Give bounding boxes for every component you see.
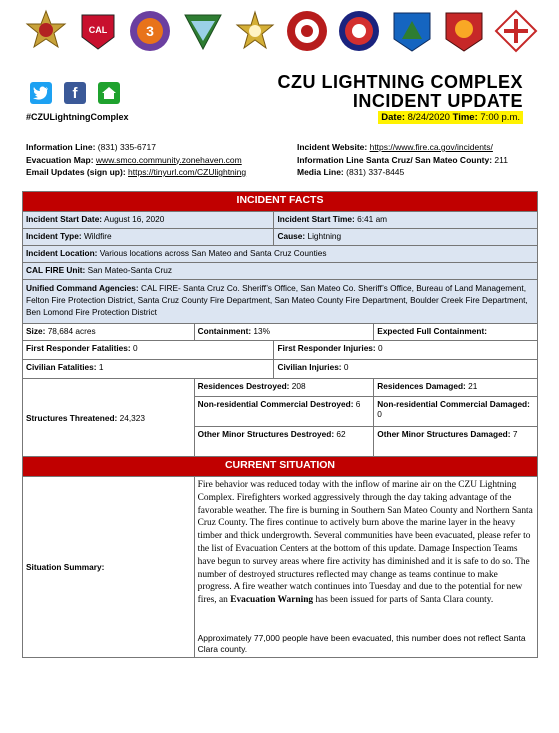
contact-info-right: Incident Website: https://www.fire.ca.gov/incidents/ Information Line Santa Cruz/ San Mateo County: 211 Media Line: (831) 337-8445 — [297, 142, 508, 177]
twitter-icon[interactable] — [30, 82, 52, 104]
blm-logo-icon — [181, 9, 225, 53]
svg-text:3: 3 — [146, 23, 155, 39]
agency-logos — [24, 6, 538, 56]
containment-cell: Containment: 13% — [194, 324, 374, 341]
minor-destroyed-cell: Other Minor Structures Destroyed: 62 — [194, 427, 374, 457]
info-line-211: 211 — [494, 154, 508, 165]
incident-facts-table — [22, 191, 538, 658]
fire-district-patch-icon — [442, 9, 486, 53]
hashtag: #CZULightningComplex — [26, 112, 129, 122]
evacuation-map-link[interactable]: www.smco.community.zonehaven.com — [95, 154, 242, 165]
email-signup-link[interactable]: https://tinyurl.com/CZUlightning — [128, 167, 247, 177]
county-seal-3-icon — [128, 9, 172, 53]
ben-lomond-fire-icon — [390, 9, 434, 53]
home-icon[interactable] — [98, 82, 120, 104]
residences-destroyed-cell: Residences Destroyed: 208 — [194, 379, 374, 397]
incident-website-link[interactable]: https://www.fire.ca.gov/incidents/ — [369, 142, 493, 152]
civilian-injuries-cell: Civilian Injuries: 0 — [274, 360, 538, 379]
media-line-phone: (831) 337-8445 — [346, 167, 405, 177]
residences-damaged-cell: Residences Damaged: 21 — [374, 379, 538, 397]
info-line-phone: (831) 335-6717 — [97, 142, 156, 152]
nonres-damaged-cell: Non-residential Commercial Damaged: 0 — [374, 397, 538, 427]
fire-district-seal-icon — [285, 9, 329, 53]
incident-facts-header: INCIDENT FACTS — [23, 192, 538, 212]
unified-command-cell: Unified Command Agencies: CAL FIRE- Santa Cruz Co. Sheriff’s Office, San Mateo Co. Sheriff’s Office, Bureau of Land Management, Felton Fire Protection District, Santa Cruz County Fire Department, San Mateo County Fire Department, Boulder Creek Fire Department, Ben Lomond Fire Protection District — [23, 280, 538, 324]
svg-text:CAL: CAL — [88, 25, 108, 35]
date-value: 8/24/2020 — [407, 112, 450, 123]
size-cell: Size: 78,684 acres — [23, 324, 195, 341]
facebook-icon[interactable]: f — [64, 82, 86, 104]
fr-injuries-cell: First Responder Injuries: 0 — [274, 341, 538, 360]
time-value: 7:00 p.m. — [480, 112, 520, 123]
contact-info-left: Information Line: (831) 335-6717 Evacuation Map: www.smco.community.zonehaven.com Email Updates (sign up): https://tinyurl.com/CZUlightning — [26, 142, 247, 177]
structures-threatened-cell: Structures Threatened: 24,323 — [23, 379, 195, 457]
cal-fire-badge-icon — [24, 9, 68, 53]
incident-type-cell: Incident Type: Wildfire — [23, 229, 274, 246]
social-links — [30, 82, 120, 104]
full-containment-cell: Expected Full Containment: — [374, 324, 538, 341]
incident-location-cell: Incident Location: Various locations across San Mateo and Santa Cruz Counties — [23, 246, 538, 263]
nonres-destroyed-cell: Non-residential Commercial Destroyed: 6 — [194, 397, 374, 427]
start-date-cell: Incident Start Date: August 16, 2020 — [23, 212, 274, 229]
minor-damaged-cell: Other Minor Structures Damaged: 7 — [374, 427, 538, 457]
sheriff-star-icon — [233, 9, 277, 53]
page-title-line1: CZU LIGHTNING COMPLEX — [277, 72, 523, 92]
start-time-cell: Incident Start Time: 6:41 am — [274, 212, 538, 229]
page-title-line2: INCIDENT UPDATE — [352, 91, 523, 111]
cal-fire-unit-cell: CAL FIRE Unit: San Mateo-Santa Cruz — [23, 263, 538, 280]
situation-summary-label: Situation Summary: — [23, 477, 195, 658]
situation-summary-text: Fire behavior was reduced today with the inflow of marine air on the CZU Lightning Complex. Firefighters worked aggressively through the day taking advantage of the favorable weather. The fire is burning in Southern San Mateo County and Northern Santa Cruz County. The fires continue to actively burn above the marine layer in the heavy timber and thick undergrowth. Several communities have been evacuated, please refer to the list of Evacuation Centers at the bottom of this update. Damage Inspection Teams have begun to survey areas where fire activity has diminished and it is safe to do so. The number of destroyed structures reflected may change as teams continue to make progress. A fire weather watch continues into Tuesday and due to the potential for new fires, an Evacuation Warning has been issued for parts of Santa Clara county. Approximately 77,000 people have been evacuated, this number does not reflect Santa Clara county. — [194, 477, 537, 658]
boulder-creek-fire-icon — [494, 9, 538, 53]
current-situation-header: CURRENT SITUATION — [23, 457, 538, 477]
fr-fatalities-cell: First Responder Fatalities: 0 — [23, 341, 274, 360]
date-time-banner: Date: 8/24/2020 Time: 7:00 p.m. — [378, 111, 523, 124]
civilian-fatalities-cell: Civilian Fatalities: 1 — [23, 360, 274, 379]
evacuated-count: Approximately 77,000 people have been evacuated, this number does not reflect Santa Clara county. — [197, 632, 526, 654]
cause-cell: Cause: Lightning — [274, 229, 538, 246]
cal-fire-logo-icon — [76, 9, 120, 53]
fire-department-patch-icon — [337, 9, 381, 53]
